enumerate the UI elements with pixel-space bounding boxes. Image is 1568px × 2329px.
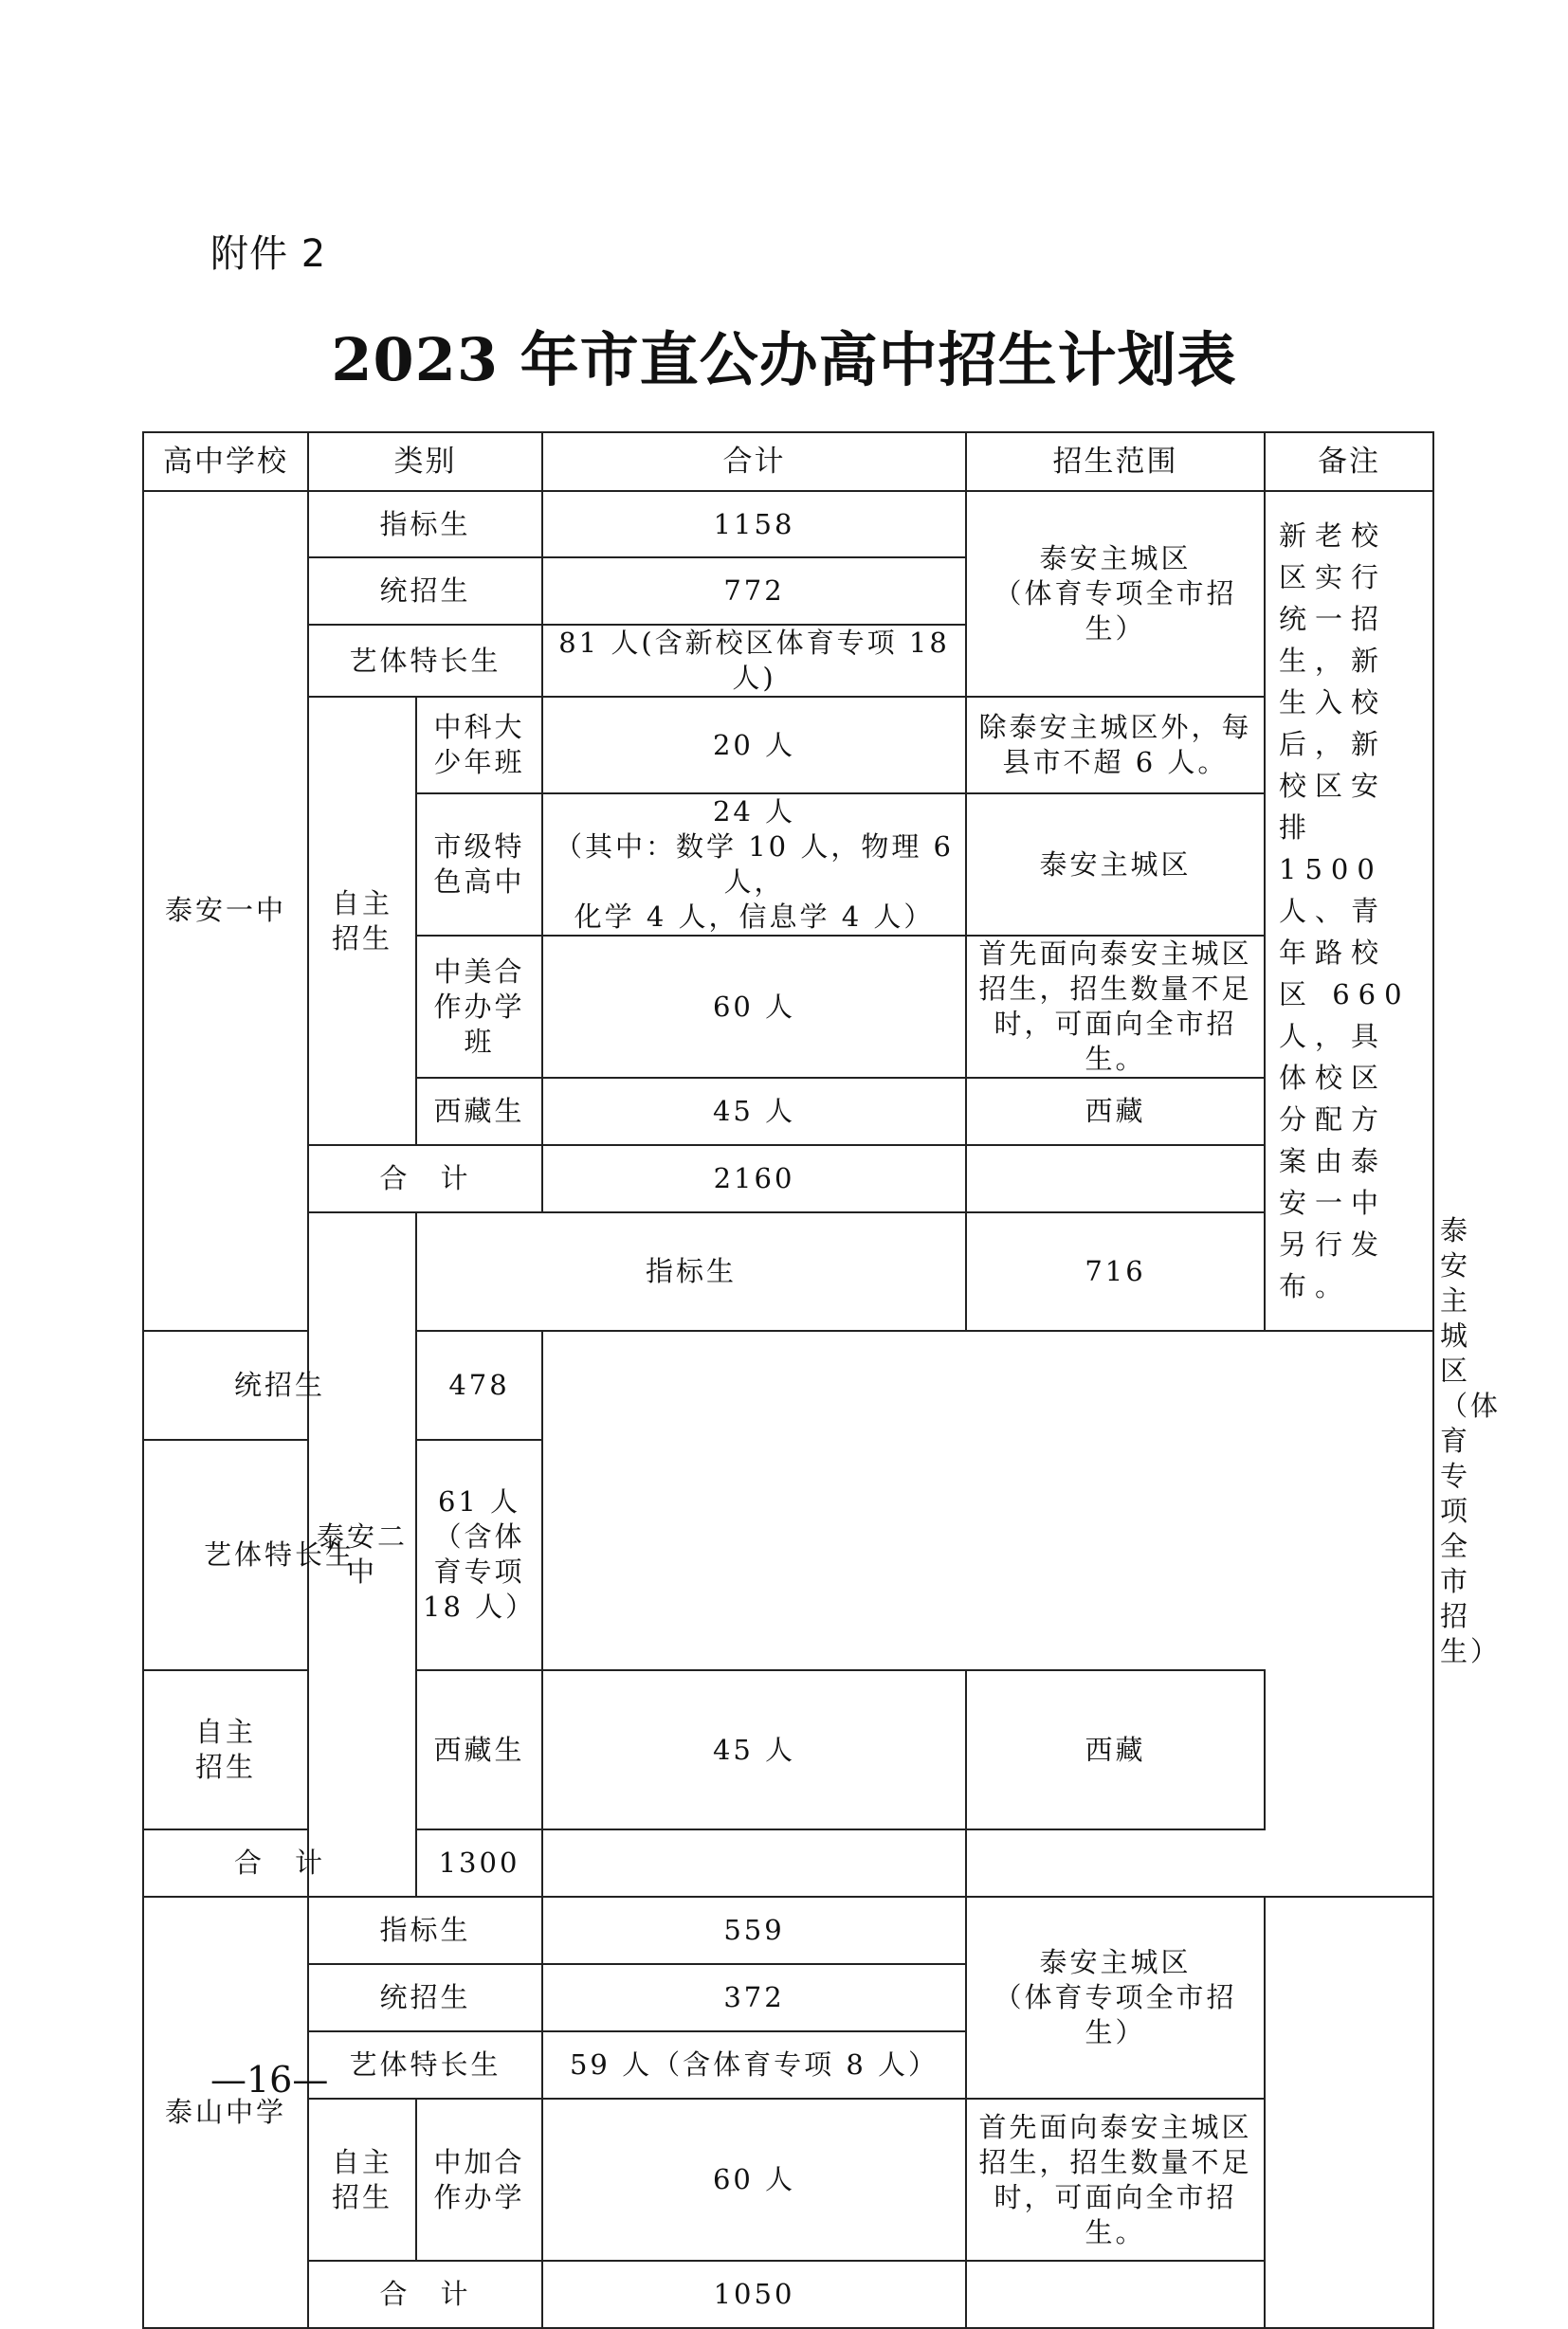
- count-cell: 372: [542, 1964, 966, 2031]
- scope-line: 除泰安主城区外，每: [978, 711, 1252, 743]
- label-line: 市级特: [433, 830, 525, 863]
- count-cell: 81 人(含新校区体育专项 18 人): [542, 625, 966, 697]
- category-cell: 指标生: [308, 1897, 542, 1964]
- header-scope: 招生范围: [966, 432, 1265, 491]
- zizhu-label: [308, 697, 416, 1145]
- empty-cell: [542, 1829, 966, 1897]
- scope-cell: [966, 1897, 1265, 2099]
- count-cell: 772: [542, 557, 966, 625]
- scope-cell: [966, 491, 1265, 697]
- label-line: 自主: [331, 2145, 392, 2178]
- count-cell: 1158: [542, 491, 966, 557]
- count-cell: 45 人: [542, 1670, 966, 1829]
- total-row: [143, 1829, 1433, 1897]
- count-line: 24 人: [712, 795, 796, 828]
- category-cell: 艺体特长生: [143, 1440, 416, 1670]
- label-line: 作办学: [433, 2180, 525, 2213]
- scope-line: 泰安主城区: [1039, 542, 1192, 574]
- remark-cell: 新老校区实行统一招生，新生入校后，新校区安排 1500 人、青年路校区 660 人，具体校区分配方案由泰安一中另行发布。: [1265, 491, 1433, 1331]
- scope-cell: [966, 936, 1265, 1078]
- category-cell: 统招生: [143, 1331, 416, 1440]
- table-row: [143, 2099, 1433, 2261]
- label-line: 少年班: [433, 746, 525, 778]
- scope-line: 首先面向泰安主城区: [978, 2110, 1252, 2143]
- table-row: [143, 1331, 1433, 1440]
- empty-cell: [966, 1145, 1265, 1212]
- label-line: 自主: [331, 886, 392, 919]
- subcategory-cell: [416, 936, 542, 1078]
- attachment-label: 附件 2: [210, 232, 327, 276]
- zizhu-label: [143, 1670, 308, 1829]
- scope-cell: 西藏: [966, 1078, 1265, 1145]
- count-cell: 60 人: [542, 936, 966, 1078]
- label-line: 作办学: [433, 990, 525, 1023]
- total-count: 1050: [542, 2261, 966, 2328]
- table-row: [143, 491, 1433, 557]
- count-cell: 59 人（含体育专项 8 人）: [542, 2031, 966, 2099]
- subcategory-cell: [416, 697, 542, 793]
- scope-line: 招生，招生数量不足: [978, 2145, 1252, 2178]
- count-cell: [542, 793, 966, 936]
- scope-cell: [966, 2099, 1265, 2261]
- scope-line: 首先面向泰安主城区: [978, 937, 1252, 970]
- label-line: 色高中: [433, 865, 525, 898]
- header-category: 类别: [308, 432, 542, 491]
- scope-line: 时，可面向全市招生。: [994, 1008, 1237, 1075]
- count-cell: 478: [416, 1331, 542, 1440]
- header-remark: 备注: [1265, 432, 1433, 491]
- count-cell: 559: [542, 1897, 966, 1964]
- category-cell: 指标生: [416, 1212, 966, 1331]
- total-count: 1300: [416, 1829, 542, 1897]
- count-cell: 45 人: [542, 1078, 966, 1145]
- school-name: 泰山中学: [143, 1897, 308, 2328]
- count-cell: 60 人: [542, 2099, 966, 2261]
- empty-cell: [966, 2261, 1265, 2328]
- label-line: 自主: [194, 1716, 256, 1748]
- total-label: 合 计: [308, 2261, 542, 2328]
- total-row: [143, 2261, 1433, 2328]
- label-line: 招生: [331, 2180, 392, 2213]
- total-count: 2160: [542, 1145, 966, 1212]
- scope-line: （体育专项全市招生）: [994, 1981, 1237, 2048]
- count-cell: 61 人（含体育专项 18 人）: [416, 1440, 542, 1670]
- table-row: [143, 697, 1433, 793]
- total-label: 合 计: [143, 1829, 416, 1897]
- scope-cell: 西藏: [966, 1670, 1265, 1829]
- scope-cell: 泰安主城区: [966, 793, 1265, 936]
- scope-cell: [966, 697, 1265, 793]
- page-number: —16—: [210, 2059, 329, 2101]
- enrollment-plan-table: [142, 431, 1502, 2329]
- subcategory-cell: [416, 793, 542, 936]
- label-line: 中美合: [433, 955, 525, 988]
- label-line: 中科大: [433, 711, 525, 743]
- count-cell: 716: [966, 1212, 1265, 1331]
- header-school: 高中学校: [143, 432, 308, 491]
- category-cell: 统招生: [308, 1964, 542, 2031]
- table-row: [143, 1897, 1433, 1964]
- table-row: [143, 1440, 1433, 1670]
- label-line: 班: [464, 1025, 495, 1058]
- label-line: 中加合: [433, 2145, 525, 2178]
- zizhu-label: [308, 2099, 416, 2261]
- total-label: 合 计: [308, 1145, 542, 1212]
- header-total: 合计: [542, 432, 966, 491]
- remark-cell: [1265, 1897, 1433, 2328]
- scope-line: 县市不超 6 人。: [1002, 746, 1229, 778]
- subcategory-cell: 西藏生: [416, 1078, 542, 1145]
- label-line: 招生: [194, 1751, 256, 1783]
- scope-line: 泰安主城区: [1039, 1946, 1192, 1978]
- scope-line: （体育专项全市招生）: [994, 577, 1237, 645]
- category-cell: 艺体特长生: [308, 2031, 542, 2099]
- page-title: 2023 年市直公办高中招生计划表: [331, 325, 1237, 394]
- category-cell: 指标生: [308, 491, 542, 557]
- category-cell: 统招生: [308, 557, 542, 625]
- category-cell: 艺体特长生: [308, 625, 542, 697]
- count-line: 化学 4 人，信息学 4 人）: [574, 901, 935, 933]
- total-row: [143, 1145, 1433, 1212]
- school-name: 泰安一中: [143, 491, 308, 1331]
- count-line: （其中：数学 10 人，物理 6 人，: [554, 830, 954, 898]
- label-line: 招生: [331, 921, 392, 955]
- scope-line: 招生，招生数量不足: [978, 973, 1252, 1005]
- scope-line: 时，可面向全市招生。: [994, 2180, 1237, 2248]
- table-row: 泰安二中 指标生 716 泰安主城区 （体育专项全市招生）: [143, 1212, 1433, 1331]
- school-name: 泰安二中: [308, 1212, 416, 1897]
- count-cell: 20 人: [542, 697, 966, 793]
- subcategory-cell: 西藏生: [416, 1670, 542, 1829]
- subcategory-cell: [416, 2099, 542, 2261]
- table-header-row: [143, 432, 1433, 491]
